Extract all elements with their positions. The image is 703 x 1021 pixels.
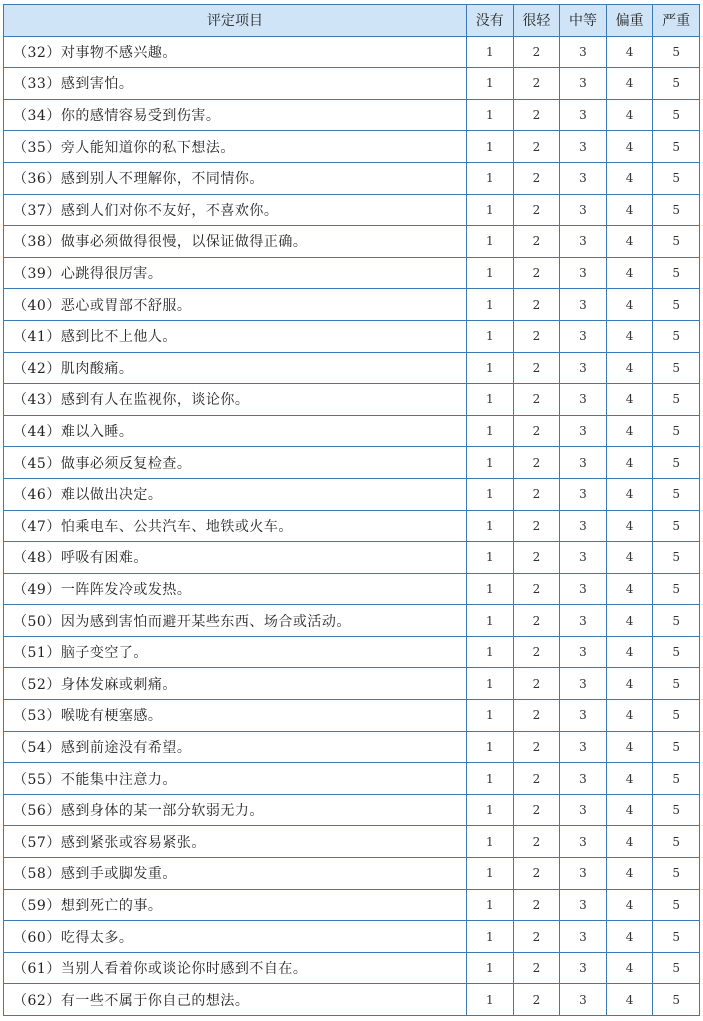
score-cell[interactable]: 3 [560,636,607,668]
score-cell[interactable]: 2 [513,194,560,226]
score-cell[interactable]: 3 [560,542,607,574]
table-row [4,731,700,763]
score-cell[interactable]: 5 [653,384,700,416]
score-cell[interactable]: 1 [467,478,514,510]
score-cell[interactable]: 5 [653,478,700,510]
table-row [4,415,700,447]
score-cell[interactable]: 3 [560,68,607,100]
table-row [4,226,700,258]
score-cell[interactable]: 2 [513,320,560,352]
score-cell[interactable]: 1 [467,257,514,289]
score-cell[interactable]: 5 [653,447,700,479]
score-cell[interactable]: 4 [606,194,653,226]
score-cell[interactable]: 3 [560,478,607,510]
table-row [4,984,700,1016]
item-text: （49）一阵阵发冷或发热。 [4,573,467,605]
score-cell[interactable]: 5 [653,352,700,384]
score-cell[interactable]: 4 [606,984,653,1016]
score-cell[interactable]: 2 [513,573,560,605]
item-text: （35）旁人能知道你的私下想法。 [4,131,467,163]
score-cell[interactable]: 1 [467,542,514,574]
score-cell[interactable]: 4 [606,257,653,289]
score-cell[interactable]: 5 [653,226,700,258]
score-cell[interactable]: 1 [467,605,514,637]
table-row [4,510,700,542]
score-cell[interactable]: 4 [606,921,653,953]
score-cell[interactable]: 2 [513,415,560,447]
score-cell[interactable]: 1 [467,447,514,479]
item-text: （42）肌肉酸痛。 [4,352,467,384]
score-cell[interactable]: 1 [467,162,514,194]
score-cell[interactable]: 2 [513,605,560,637]
table-row [4,289,700,321]
header-level-mild: 很轻 [513,5,560,37]
score-cell[interactable]: 4 [606,352,653,384]
score-cell[interactable]: 4 [606,731,653,763]
header-level-severe: 严重 [653,5,700,37]
score-cell[interactable]: 2 [513,68,560,100]
score-cell[interactable]: 5 [653,889,700,921]
score-cell[interactable]: 1 [467,700,514,732]
score-cell[interactable]: 4 [606,415,653,447]
item-text: （33）感到害怕。 [4,68,467,100]
score-cell[interactable]: 5 [653,858,700,890]
item-text: （36）感到别人不理解你，不同情你。 [4,162,467,194]
table-row [4,162,700,194]
score-cell[interactable]: 5 [653,289,700,321]
score-cell[interactable]: 2 [513,889,560,921]
table-row [4,447,700,479]
item-text: （38）做事必须做得很慢，以保证做得正确。 [4,226,467,258]
score-cell[interactable]: 3 [560,415,607,447]
item-text: （61）当别人看着你或谈论你时感到不自在。 [4,952,467,984]
item-text: （39）心跳得很厉害。 [4,257,467,289]
score-cell[interactable]: 5 [653,921,700,953]
score-cell[interactable]: 2 [513,731,560,763]
score-cell[interactable]: 4 [606,510,653,542]
score-cell[interactable]: 1 [467,226,514,258]
score-cell[interactable]: 3 [560,36,607,68]
score-cell[interactable]: 4 [606,162,653,194]
item-text: （40）恶心或胃部不舒服。 [4,289,467,321]
score-cell[interactable]: 2 [513,447,560,479]
score-cell[interactable]: 4 [606,131,653,163]
score-cell[interactable]: 4 [606,700,653,732]
header-level-none: 没有 [467,5,514,37]
score-cell[interactable]: 5 [653,636,700,668]
score-cell[interactable]: 5 [653,763,700,795]
score-cell[interactable]: 1 [467,384,514,416]
score-cell[interactable]: 4 [606,952,653,984]
score-cell[interactable]: 4 [606,99,653,131]
score-cell[interactable]: 5 [653,952,700,984]
table-row [4,542,700,574]
table-row [4,858,700,890]
score-cell[interactable]: 1 [467,668,514,700]
table-row [4,320,700,352]
item-text: （62）有一些不属于你自己的想法。 [4,984,467,1016]
table-row [4,889,700,921]
score-cell[interactable]: 3 [560,921,607,953]
item-text: （60）吃得太多。 [4,921,467,953]
item-text: （32）对事物不感兴趣。 [4,36,467,68]
score-cell[interactable]: 2 [513,226,560,258]
table-row [4,131,700,163]
score-cell[interactable]: 5 [653,573,700,605]
score-cell[interactable]: 1 [467,984,514,1016]
score-cell[interactable]: 3 [560,952,607,984]
score-cell[interactable]: 4 [606,668,653,700]
score-cell[interactable]: 5 [653,99,700,131]
score-cell[interactable]: 3 [560,510,607,542]
score-cell[interactable]: 2 [513,668,560,700]
table-row [4,194,700,226]
score-cell[interactable]: 3 [560,858,607,890]
score-cell[interactable]: 2 [513,384,560,416]
item-text: （44）难以入睡。 [4,415,467,447]
score-cell[interactable]: 4 [606,68,653,100]
rating-table-container [3,4,699,1016]
item-text: （48）呼吸有困难。 [4,542,467,574]
item-text: （46）难以做出决定。 [4,478,467,510]
score-cell[interactable]: 5 [653,605,700,637]
score-cell[interactable]: 1 [467,352,514,384]
table-row [4,763,700,795]
item-text: （34）你的感情容易受到伤害。 [4,99,467,131]
item-text: （57）感到紧张或容易紧张。 [4,826,467,858]
score-cell[interactable]: 3 [560,763,607,795]
score-cell[interactable]: 2 [513,858,560,890]
score-cell[interactable]: 3 [560,257,607,289]
score-cell[interactable]: 1 [467,289,514,321]
item-text: （51）脑子变空了。 [4,636,467,668]
score-cell[interactable]: 1 [467,36,514,68]
score-cell[interactable]: 1 [467,921,514,953]
score-cell[interactable]: 2 [513,131,560,163]
score-cell[interactable]: 3 [560,162,607,194]
score-cell[interactable]: 2 [513,826,560,858]
score-cell[interactable]: 3 [560,289,607,321]
score-cell[interactable]: 1 [467,952,514,984]
item-text: （56）感到身体的某一部分软弱无力。 [4,794,467,826]
score-cell[interactable]: 4 [606,573,653,605]
score-cell[interactable]: 5 [653,320,700,352]
score-cell[interactable]: 1 [467,573,514,605]
score-cell[interactable]: 2 [513,289,560,321]
score-cell[interactable]: 4 [606,384,653,416]
score-cell[interactable]: 5 [653,984,700,1016]
score-cell[interactable]: 2 [513,510,560,542]
score-cell[interactable]: 4 [606,605,653,637]
score-cell[interactable]: 2 [513,921,560,953]
score-cell[interactable]: 1 [467,131,514,163]
item-text: （55）不能集中注意力。 [4,763,467,795]
header-row [4,5,700,37]
table-row [4,99,700,131]
score-cell[interactable]: 1 [467,68,514,100]
table-row [4,700,700,732]
score-cell[interactable]: 3 [560,352,607,384]
score-cell[interactable]: 3 [560,826,607,858]
score-cell[interactable]: 3 [560,605,607,637]
item-text: （52）身体发麻或刺痛。 [4,668,467,700]
score-cell[interactable]: 5 [653,415,700,447]
score-cell[interactable]: 1 [467,320,514,352]
score-cell[interactable]: 3 [560,731,607,763]
score-cell[interactable]: 5 [653,162,700,194]
score-cell[interactable]: 4 [606,763,653,795]
score-cell[interactable]: 2 [513,99,560,131]
table-row [4,826,700,858]
score-cell[interactable]: 1 [467,731,514,763]
table-row [4,573,700,605]
item-text: （37）感到人们对你不友好，不喜欢你。 [4,194,467,226]
score-cell[interactable]: 3 [560,384,607,416]
score-cell[interactable]: 4 [606,794,653,826]
score-cell[interactable]: 5 [653,826,700,858]
table-row [4,636,700,668]
table-row [4,952,700,984]
score-cell[interactable]: 1 [467,194,514,226]
score-cell[interactable]: 1 [467,636,514,668]
item-text: （47）怕乘电车、公共汽车、地铁或火车。 [4,510,467,542]
score-cell[interactable]: 3 [560,700,607,732]
table-row [4,794,700,826]
score-cell[interactable]: 3 [560,99,607,131]
table-row [4,668,700,700]
item-text: （43）感到有人在监视你，谈论你。 [4,384,467,416]
item-text: （59）想到死亡的事。 [4,889,467,921]
score-cell[interactable]: 3 [560,794,607,826]
score-cell[interactable]: 1 [467,415,514,447]
score-cell[interactable]: 3 [560,194,607,226]
table-body [4,36,700,1015]
score-cell[interactable]: 3 [560,668,607,700]
score-cell[interactable]: 2 [513,36,560,68]
score-cell[interactable]: 4 [606,447,653,479]
rating-table [3,4,700,1016]
score-cell[interactable]: 2 [513,794,560,826]
score-cell[interactable]: 3 [560,226,607,258]
score-cell[interactable]: 2 [513,636,560,668]
score-cell[interactable]: 2 [513,257,560,289]
table-row [4,921,700,953]
score-cell[interactable]: 2 [513,542,560,574]
score-cell[interactable]: 3 [560,447,607,479]
header-level-fairly-severe: 偏重 [606,5,653,37]
score-cell[interactable]: 5 [653,194,700,226]
score-cell[interactable]: 1 [467,826,514,858]
header-item: 评定项目 [4,5,467,37]
score-cell[interactable]: 1 [467,763,514,795]
score-cell[interactable]: 5 [653,700,700,732]
item-text: （50）因为感到害怕而避开某些东西、场合或活动。 [4,605,467,637]
score-cell[interactable]: 5 [653,36,700,68]
item-text: （41）感到比不上他人。 [4,320,467,352]
item-text: （58）感到手或脚发重。 [4,858,467,890]
table-row [4,36,700,68]
score-cell[interactable]: 4 [606,226,653,258]
score-cell[interactable]: 5 [653,68,700,100]
table-row [4,605,700,637]
score-cell[interactable]: 5 [653,794,700,826]
score-cell[interactable]: 4 [606,36,653,68]
score-cell[interactable]: 2 [513,478,560,510]
score-cell[interactable]: 3 [560,320,607,352]
score-cell[interactable]: 1 [467,858,514,890]
score-cell[interactable]: 4 [606,636,653,668]
score-cell[interactable]: 3 [560,573,607,605]
score-cell[interactable]: 5 [653,131,700,163]
score-cell[interactable]: 3 [560,889,607,921]
score-cell[interactable]: 2 [513,162,560,194]
item-text: （45）做事必须反复检查。 [4,447,467,479]
score-cell[interactable]: 4 [606,826,653,858]
score-cell[interactable]: 5 [653,257,700,289]
score-cell[interactable]: 4 [606,889,653,921]
item-text: （54）感到前途没有希望。 [4,731,467,763]
score-cell[interactable]: 2 [513,700,560,732]
score-cell[interactable]: 1 [467,794,514,826]
table-row [4,478,700,510]
score-cell[interactable]: 4 [606,289,653,321]
score-cell[interactable]: 2 [513,763,560,795]
table-row [4,384,700,416]
score-cell[interactable]: 1 [467,889,514,921]
score-cell[interactable]: 4 [606,478,653,510]
score-cell[interactable]: 1 [467,99,514,131]
item-text: （53）喉咙有梗塞感。 [4,700,467,732]
score-cell[interactable]: 5 [653,510,700,542]
score-cell[interactable]: 5 [653,668,700,700]
table-row [4,257,700,289]
header-level-moderate: 中等 [560,5,607,37]
score-cell[interactable]: 4 [606,858,653,890]
table-header [4,5,700,37]
score-cell[interactable]: 4 [606,320,653,352]
score-cell[interactable]: 1 [467,510,514,542]
score-cell[interactable]: 3 [560,984,607,1016]
score-cell[interactable]: 2 [513,984,560,1016]
score-cell[interactable]: 2 [513,952,560,984]
score-cell[interactable]: 2 [513,352,560,384]
table-row [4,68,700,100]
score-cell[interactable]: 5 [653,731,700,763]
score-cell[interactable]: 3 [560,131,607,163]
score-cell[interactable]: 5 [653,542,700,574]
table-row [4,352,700,384]
score-cell[interactable]: 4 [606,542,653,574]
